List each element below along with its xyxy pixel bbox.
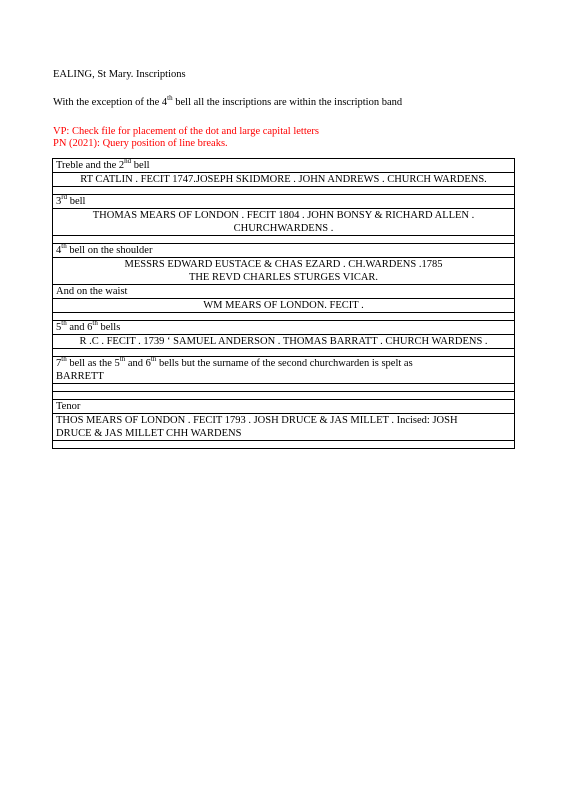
fifth-sixth-bells-inscription: R .C . FECIT . 1739 ‘ SAMUEL ANDERSON . THOMAS BARRATT . CHURCH WARDENS . <box>53 335 515 349</box>
table-row <box>53 414 515 441</box>
label-text: 5 <box>56 322 62 333</box>
review-note-pn: PN (2021): Query position of line breaks. <box>53 138 228 149</box>
fourth-bell-inscription <box>53 258 515 285</box>
intro-paragraph <box>53 93 403 109</box>
label-text-line2: BARRETT <box>56 371 104 382</box>
label-superscript: th <box>61 241 67 250</box>
spacer-cell <box>53 313 515 321</box>
inscriptions-table <box>52 158 515 449</box>
label-superscript: th <box>61 318 67 327</box>
table-row <box>53 236 515 244</box>
table-row <box>53 159 515 173</box>
review-note-vp: VP: Check file for placement of the dot and large capital letters <box>53 126 320 137</box>
tenor-label-cell: Tenor <box>53 400 515 414</box>
table-row <box>53 335 515 349</box>
label-text: 3 <box>56 196 62 207</box>
label-text: and 6 <box>66 322 93 333</box>
table-row <box>53 400 515 414</box>
spacer-cell <box>53 384 515 392</box>
inscription-line: THOS MEARS OF LONDON . FECIT 1793 . JOSH DRUCE & JAS MILLET . Incised: JOSH <box>56 415 458 426</box>
table-row <box>53 357 515 384</box>
intro-text-end: bell all the inscriptions are within the inscription band <box>172 97 403 108</box>
label-text: bell <box>67 196 86 207</box>
spacer-cell <box>53 236 515 244</box>
treble-label-cell <box>53 156 515 173</box>
spacer-cell <box>53 441 515 449</box>
fourth-bell-waist-label: And on the waist <box>53 285 515 299</box>
table-row <box>53 195 515 209</box>
table-row <box>53 441 515 449</box>
label-text: bell on the shoulder <box>66 245 153 256</box>
table-row <box>53 384 515 392</box>
third-bell-inscription <box>53 209 515 236</box>
table-row <box>53 244 515 258</box>
table-row <box>53 187 515 195</box>
label-superscript: th <box>119 354 126 363</box>
table-row <box>53 173 515 187</box>
label-text: bell <box>131 160 150 171</box>
label-superscript: rd <box>61 192 68 201</box>
intro-superscript: th <box>167 93 173 102</box>
inscription-line: THOMAS MEARS OF LONDON . FECIT 1804 . JOHN BONSY & RICHARD ALLEN . <box>92 210 475 221</box>
inscription-line: DRUCE & JAS MILLET CHH WARDENS <box>56 428 242 439</box>
label-text: and 6 <box>125 358 151 369</box>
label-superscript: th <box>92 318 98 327</box>
spacer-cell <box>53 187 515 195</box>
label-superscript: th <box>150 354 157 363</box>
inscription-line: MESSRS EDWARD EUSTACE & CHAS EZARD . CH.WARDENS .1785 <box>124 259 443 270</box>
tenor-inscription <box>53 414 515 441</box>
table-row <box>53 392 515 400</box>
inscription-line: THE REVD CHARLES STURGES VICAR. <box>188 272 379 283</box>
label-superscript: nd <box>124 156 132 165</box>
table-row <box>53 321 515 335</box>
inscription-line: CHURCHWARDENS . <box>233 223 334 234</box>
label-superscript: th <box>61 354 67 363</box>
label-text: bells <box>97 322 121 333</box>
table-row <box>53 299 515 313</box>
fourth-bell-label-cell <box>53 241 515 258</box>
document-title: EALING, St Mary. Inscriptions <box>53 69 186 80</box>
fifth-sixth-bells-label-cell <box>53 318 515 335</box>
treble-inscription: RT CATLIN . FECIT 1747.JOSEPH SKIDMORE . JOHN ANDREWS . CHURCH WARDENS. <box>53 173 515 187</box>
label-text: bells but the surname of the second churchwarden is spelt as <box>156 358 413 369</box>
third-bell-label-cell <box>53 192 515 209</box>
label-text: Treble and the 2 <box>56 160 125 171</box>
table-row <box>53 313 515 321</box>
table-row <box>53 209 515 236</box>
table-row <box>53 285 515 299</box>
table-row <box>53 258 515 285</box>
label-text: 7 <box>56 358 62 369</box>
spacer-cell <box>53 392 515 400</box>
label-text: 4 <box>56 245 62 256</box>
label-text: bell as the 5 <box>66 358 120 369</box>
intro-text-start: With the exception of the 4 <box>53 97 168 108</box>
fourth-bell-waist-inscription: WM MEARS OF LONDON. FECIT . <box>53 299 515 313</box>
seventh-bell-label-cell <box>53 354 515 384</box>
